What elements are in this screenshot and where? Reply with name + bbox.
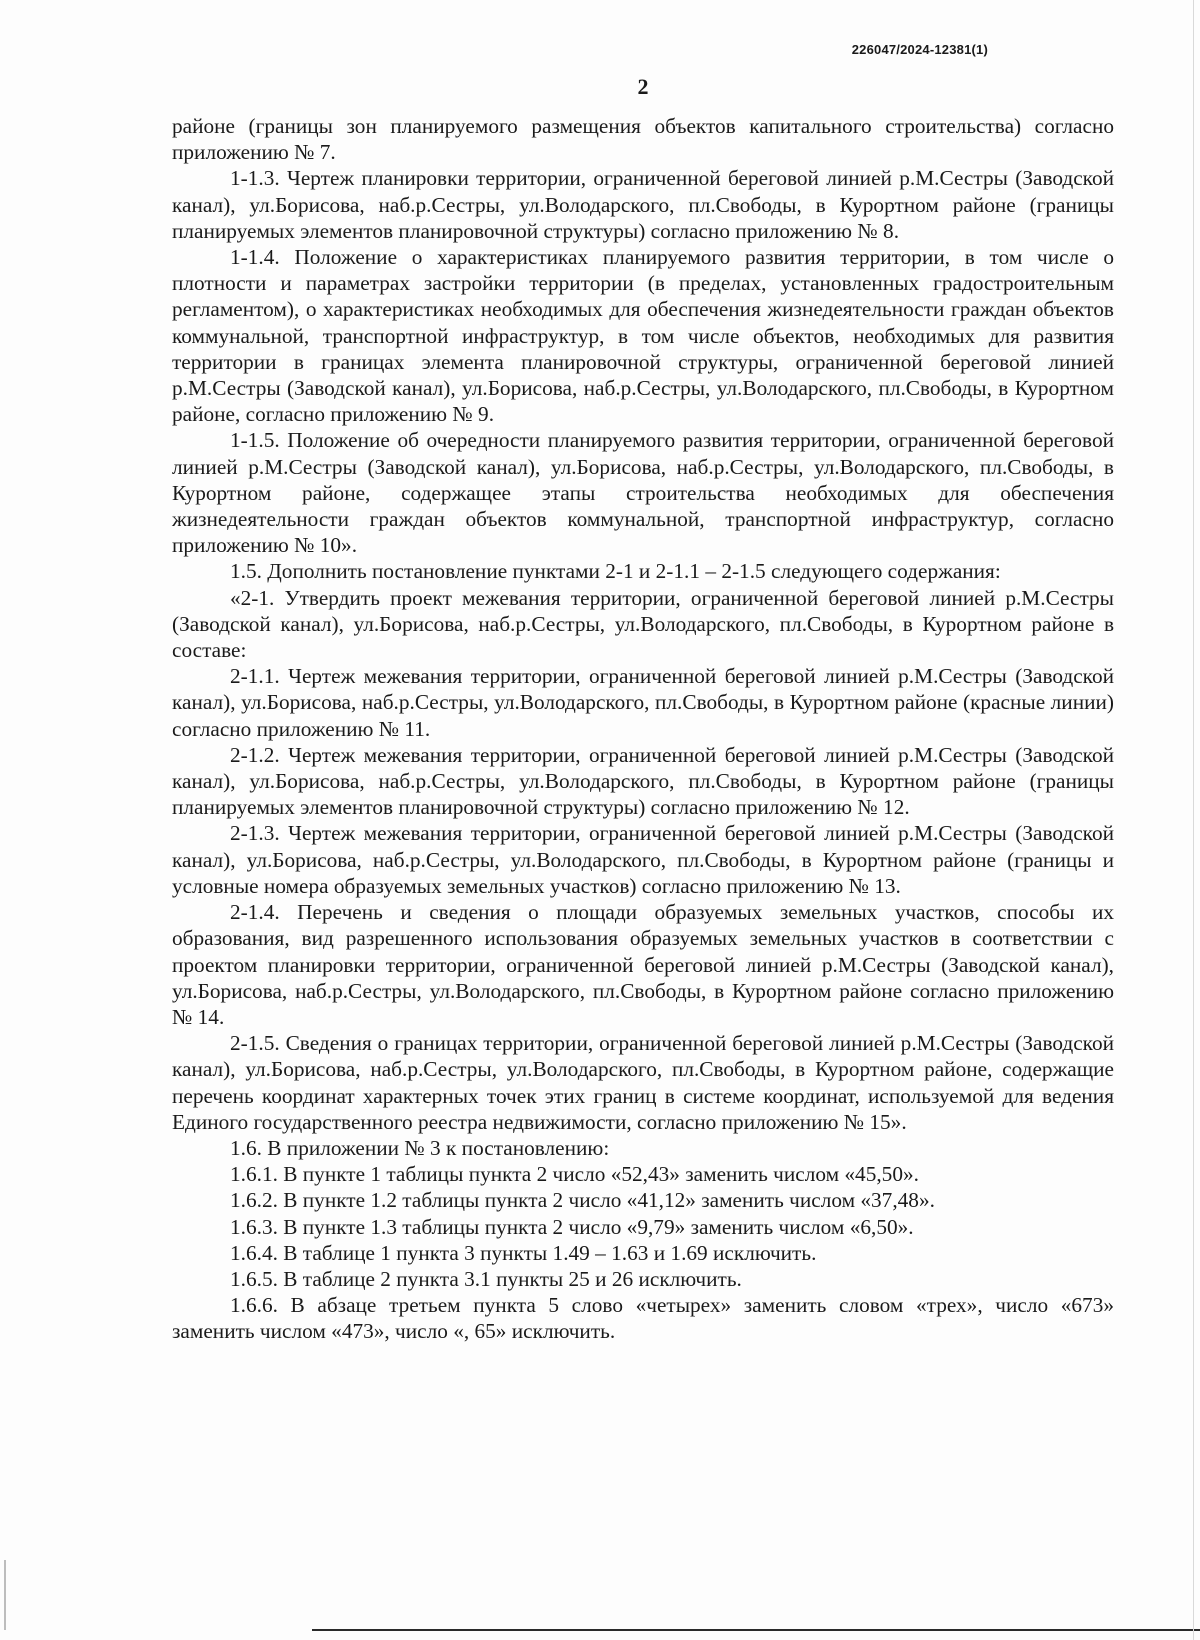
paragraph-1-1-4: 1-1.4. Положение о характеристиках планируемого развития территории, в том числе о плотности и параметрах застройки территории (в пределах, установленных градостроительным регламентом), о характеристиках необходимых для обеспечения жизнедеятельности граждан объектов коммунальной, транспортной инфраструктур, в том числе объектов, необходимых для развития территории в границах элемента планировочной структуры, ограниченной береговой линией р.М.Сестры (Заводской канал), ул.Борисова, наб.р.Сестры, ул.Володарского, пл.Свободы, в Курортном районе, согласно приложению № 9. (172, 245, 1114, 427)
paragraph-2-1: «2-1. Утвердить проект межевания территории, ограниченной береговой линией р.М.Сестры (Заводской канал), ул.Борисова, наб.р.Сестры, ул.Володарского, пл.Свободы, в Курортном районе в составе: (172, 585, 1114, 663)
paragraph-2-1-4: 2-1.4. Перечень и сведения о площади образуемых земельных участков, способы их образования, вид разрешенного использования образуемых земельных участков в соответствии с проектом планировки территории, ограниченной береговой линией р.М.Сестры (Заводской канал), ул.Борисова, наб.р.Сестры, ул.Володарского, пл.Свободы, в Курортном районе согласно приложению № 14. (172, 900, 1114, 1029)
scan-left-mark (4, 1560, 6, 1630)
paragraph-1-6-6: 1.6.6. В абзаце третьем пункта 5 слово «четырех» заменить словом «трех», число «673» заменить числом «473», число «, 65» исключить. (172, 1293, 1114, 1344)
paragraph-1-6-5: 1.6.5. В таблице 2 пункта 3.1 пункты 25 и 26 исключить. (230, 1266, 742, 1291)
scan-right-edge (1193, 0, 1194, 1640)
scan-bottom-line (312, 1629, 1200, 1631)
paragraph-1-6-4: 1.6.4. В таблице 1 пункта 3 пункты 1.49 – 1.63 и 1.69 исключить. (230, 1240, 817, 1265)
paragraph-1-6: 1.6. В приложении № 3 к постановлению: (230, 1135, 610, 1160)
paragraph-2-1-5: 2-1.5. Сведения о границах территории, ограниченной береговой линией р.М.Сестры (Заводской канал), ул.Борисова, наб.р.Сестры, ул.Володарского, пл.Свободы, в Курортном районе, содержащие перечень координат характерных точек этих границ в системе координат, используемой для ведения Единого государственного реестра недвижимости, согласно приложению № 15». (172, 1031, 1114, 1134)
document-id: 226047/2024-12381(1) (851, 42, 988, 57)
paragraph-1-5: 1.5. Дополнить постановление пунктами 2-1 и 2-1.1 – 2-1.5 следующего содержания: (230, 559, 1001, 584)
paragraph-1-6-3: 1.6.3. В пункте 1.3 таблицы пункта 2 число «9,79» заменить числом «6,50». (230, 1214, 914, 1239)
paragraph-1-6-2: 1.6.2. В пункте 1.2 таблицы пункта 2 число «41,12» заменить числом «37,48». (230, 1188, 935, 1213)
paragraph-1-1-5: 1-1.5. Положение об очередности планируемого развития территории, ограниченной береговой линией р.М.Сестры (Заводской канал), ул.Борисова, наб.р.Сестры, ул.Володарского, пл.Свободы, в Курортном районе, содержащее этапы строительства необходимых для обеспечения жизнедеятельности граждан объектов коммунальной, транспортной инфраструктур, согласно приложению № 10». (172, 428, 1114, 558)
paragraph-2-1-3: 2-1.3. Чертеж межевания территории, ограниченной береговой линией р.М.Сестры (Заводской канал), ул.Борисова, наб.р.Сестры, ул.Володарского, пл.Свободы, в Курортном районе (границы и условные номера образуемых земельных участков) согласно приложению № 13. (172, 821, 1114, 898)
paragraph-continuation: районе (границы зон планируемого размещения объектов капитального строительства) согласно приложению № 7. (172, 114, 1114, 165)
document-body (172, 113, 1114, 1345)
paragraph-1-6-1: 1.6.1. В пункте 1 таблицы пункта 2 число «52,43» заменить числом «45,50». (230, 1162, 919, 1187)
paragraph-1-1-3: 1-1.3. Чертеж планировки территории, ограниченной береговой линией р.М.Сестры (Заводской канал), ул.Борисова, наб.р.Сестры, ул.Володарского, пл.Свободы, в Курортном районе (границы планируемых элементов планировочной структуры) согласно приложению № 8. (172, 166, 1114, 243)
page-number: 2 (637, 74, 649, 99)
paragraph-2-1-2: 2-1.2. Чертеж межевания территории, ограниченной береговой линией р.М.Сестры (Заводской канал), ул.Борисова, наб.р.Сестры, ул.Володарского, пл.Свободы, в Курортном районе (границы планируемых элементов планировочной структуры) согласно приложению № 12. (172, 742, 1114, 820)
paragraph-2-1-1: 2-1.1. Чертеж межевания территории, ограниченной береговой линией р.М.Сестры (Заводской канал), ул.Борисова, наб.р.Сестры, ул.Володарского, пл.Свободы, в Курортном районе (красные линии) согласно приложению № 11. (172, 664, 1114, 741)
